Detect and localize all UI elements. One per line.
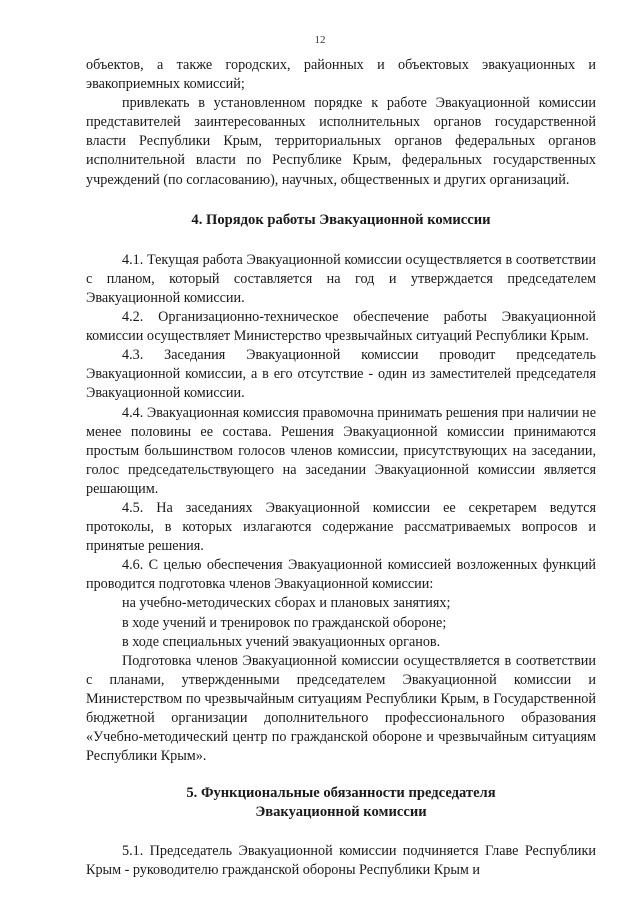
paragraph: 5.1. Председатель Эвакуационной комиссии подчиняется Главе Республики Крым - руководителю гражданской обороны Республики Крым и <box>86 843 596 879</box>
paragraph: привлекать в установленном порядке к работе Эвакуационной комиссии представителей заинтересованных исполнительных органов государственной власти Республики Крым, территориальных органов федеральных органов исполнительной власти по Республике Крым, федеральных государственных учреждений (по согласованию), научных, общественных и других организаций. <box>86 95 596 188</box>
page-number: 12 <box>314 34 326 46</box>
paragraph: 4.1. Текущая работа Эвакуационной комиссии осуществляется в соответствии с планом, который составляется на год и утверждается председателем Эвакуационной комиссии. <box>86 251 596 306</box>
section-heading <box>86 784 596 822</box>
paragraph: 4.5. На заседаниях Эвакуационной комиссии ее секретарем ведутся протоколы, в которых излагаются содержание рассматриваемых вопросов и принятые решения. <box>86 499 596 555</box>
section-heading-line: Эвакуационной комиссии <box>255 804 427 821</box>
list-item: на учебно-методических сборах и плановых занятиях; <box>122 595 451 612</box>
section-heading: 4. Порядок работы Эвакуационной комиссии <box>191 211 491 228</box>
paragraph: 4.2. Организационно-техническое обеспечение работы Эвакуационной комиссии осуществляет Министерство чрезвычайных ситуаций Республики Крым. <box>86 309 596 345</box>
paragraph: Подготовка членов Эвакуационной комиссии осуществляется в соответствии с планами, утвержденными председателем Эвакуационной комиссии и Министерством по чрезвычайным ситуациям Республики Крым, в Государственной бюджетной организации дополнительного профессионального образования «Учебно-методический центр по гражданской обороне и чрезвычайным ситуациям Республики Крым». <box>86 652 596 765</box>
list-item: в ходе учений и тренировок по гражданской обороне; <box>122 614 447 631</box>
page-content <box>86 56 596 880</box>
paragraph: 4.4. Эвакуационная комиссия правомочна принимать решения при наличии не менее половины ее состава. Решения Эвакуационной комиссии принимаются простым большинством голосов членов комиссии, присутствующих на заседании, голос председательствующего на заседании Эвакуационной комиссии является решающим. <box>86 404 596 497</box>
paragraph: 4.6. С целью обеспечения Эвакуационной комиссией возложенных функций проводится подготовка членов Эвакуационной комиссии: <box>86 557 596 593</box>
paragraph: 4.3. Заседания Эвакуационной комиссии проводит председатель Эвакуационной комиссии, а в его отсутствие - один из заместителей председателя Эвакуационной комиссии. <box>86 347 596 402</box>
section-heading-line: 5. Функциональные обязанности председателя <box>186 785 496 802</box>
list-item: в ходе специальных учений эвакуационных органов. <box>122 633 441 650</box>
paragraph: объектов, а также городских, районных и объектовых эвакуационных и эвакоприемных комиссий; <box>86 57 596 93</box>
